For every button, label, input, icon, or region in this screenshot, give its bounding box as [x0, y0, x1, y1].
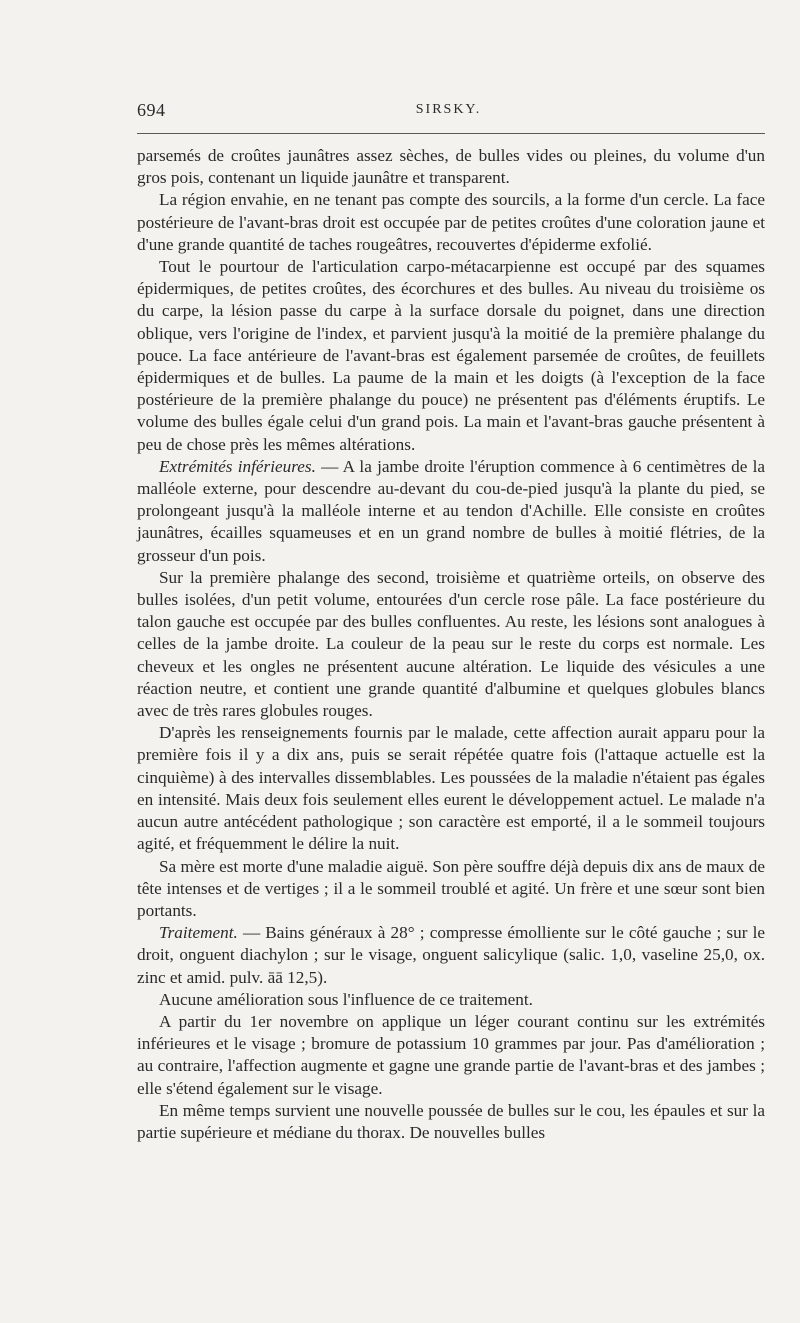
paragraph: Tout le pourtour de l'articulation carpo-métacarpienne est occupé par des squames épidermiques, de petites croûtes, des écorchures et des bulles. Au niveau du troisième os du carpe, la lésion passe du carpe à la surface dorsale du poignet, dans une direction oblique, vers l'origine de l'index, et parvient jusqu'à la moitié de la première phalange du pouce. La face antérieure de l'avant-bras est également parsemée de croûtes, de feuillets épidermiques et de bulles. La paume de la main et les doigts (à l'exception de la face postérieure de la première phalange du pouce) ne présentent pas d'éléments éruptifs. Le volume des bulles égale celui d'un grand pois. La main et l'avant-bras gauche présentent à peu de chose près les mêmes altérations.: [137, 257, 765, 454]
paragraph-extremites-text: — A la jambe droite l'éruption commence à 6 centimètres de la malléole externe, pour descendre au-devant du cou-de-pied jusqu'à la plante du pied, se prolongeant jusqu'à la malléole interne et au tendon d'Achille. Elle consiste en croûtes jaunâtres, écailles squameuses et en un grand nombre de bulles à moitié flétries, de la grosseur d'un pois.: [137, 456, 765, 565]
running-head: SIRSKY.: [415, 102, 482, 117]
paragraph: Aucune amélioration sous l'influence de ce traitement.: [159, 989, 533, 1009]
paragraph-extremites: [137, 456, 765, 567]
paragraph: Sa mère est morte d'une maladie aiguë. Son père souffre déjà depuis dix ans de maux de tête intenses et de vertiges ; il a le sommeil troublé et agité. Un frère et une sœur sont bien portants.: [137, 856, 765, 920]
section-heading-extremites: Extrémités inférieures.: [159, 456, 316, 476]
paragraph: La région envahie, en ne tenant pas compte des sourcils, a la forme d'un cercle. La face postérieure de l'avant-bras droit est occupée par de petites croûtes d'une coloration jaune et d'une grande quantité de taches rougeâtres, recouvertes d'épiderme exfolié.: [137, 190, 765, 254]
body-text: [137, 145, 765, 1144]
header-rule: [137, 133, 765, 134]
paragraph: A partir du 1er novembre on applique un léger courant continu sur les extrémités inférieures et le visage ; bromure de potassium 10 grammes par jour. Pas d'amélioration ; au contraire, l'affection augmente et gagne une grande partie de l'avant-bras et des jambes ; elle s'étend également sur le visage.: [137, 1011, 765, 1098]
paragraph: parsemés de croûtes jaunâtres assez sèches, de bulles vides ou pleines, du volume d'un gros pois, contenant un liquide jaunâtre et transparent.: [137, 146, 765, 188]
paragraph-traitement-text: — Bains généraux à 28° ; compresse émolliente sur le côté gauche ; sur le droit, onguent diachylon ; sur le visage, onguent salicylique (salic. 1,0, vaseline 25,0, ox. zinc et amid. pulv. āā 12,5).: [137, 923, 765, 987]
page-number: 694: [137, 100, 166, 120]
paragraph: En même temps survient une nouvelle poussée de bulles sur le cou, les épaules et sur la partie supérieure et médiane du thorax. De nouvelles bulles: [137, 1100, 765, 1142]
section-heading-traitement: Traitement.: [159, 923, 238, 943]
paragraph-traitement: [137, 922, 765, 989]
page-header: [137, 100, 760, 124]
paragraph: Sur la première phalange des second, troisième et quatrième orteils, on observe des bulles isolées, d'un petit volume, entourées d'un cercle rose pâle. La face postérieure du talon gauche est occupée par des bulles confluentes. Au reste, les lésions sont analogues à celles de la jambe droite. La couleur de la peau sur le reste du corps est normale. Les cheveux et les ongles ne présentent aucune altération. Le liquide des vésicules a une réaction neutre, et contient une grande quantité d'albumine et quelques globules blancs avec de très rares globules rouges.: [137, 567, 765, 721]
paragraph: D'après les renseignements fournis par le malade, cette affection aurait apparu pour la première fois il y a dix ans, puis se serait répétée quatre fois (l'attaque actuelle est la cinquième) à des intervalles dissemblables. Les poussées de la maladie n'étaient pas égales en intensité. Mais deux fois seulement elles eurent le développement actuel. Le malade n'a aucun autre antécédent pathologique ; son caractère est emporté, il a le sommeil toujours agité, et fréquemment le délire la nuit.: [137, 723, 765, 854]
